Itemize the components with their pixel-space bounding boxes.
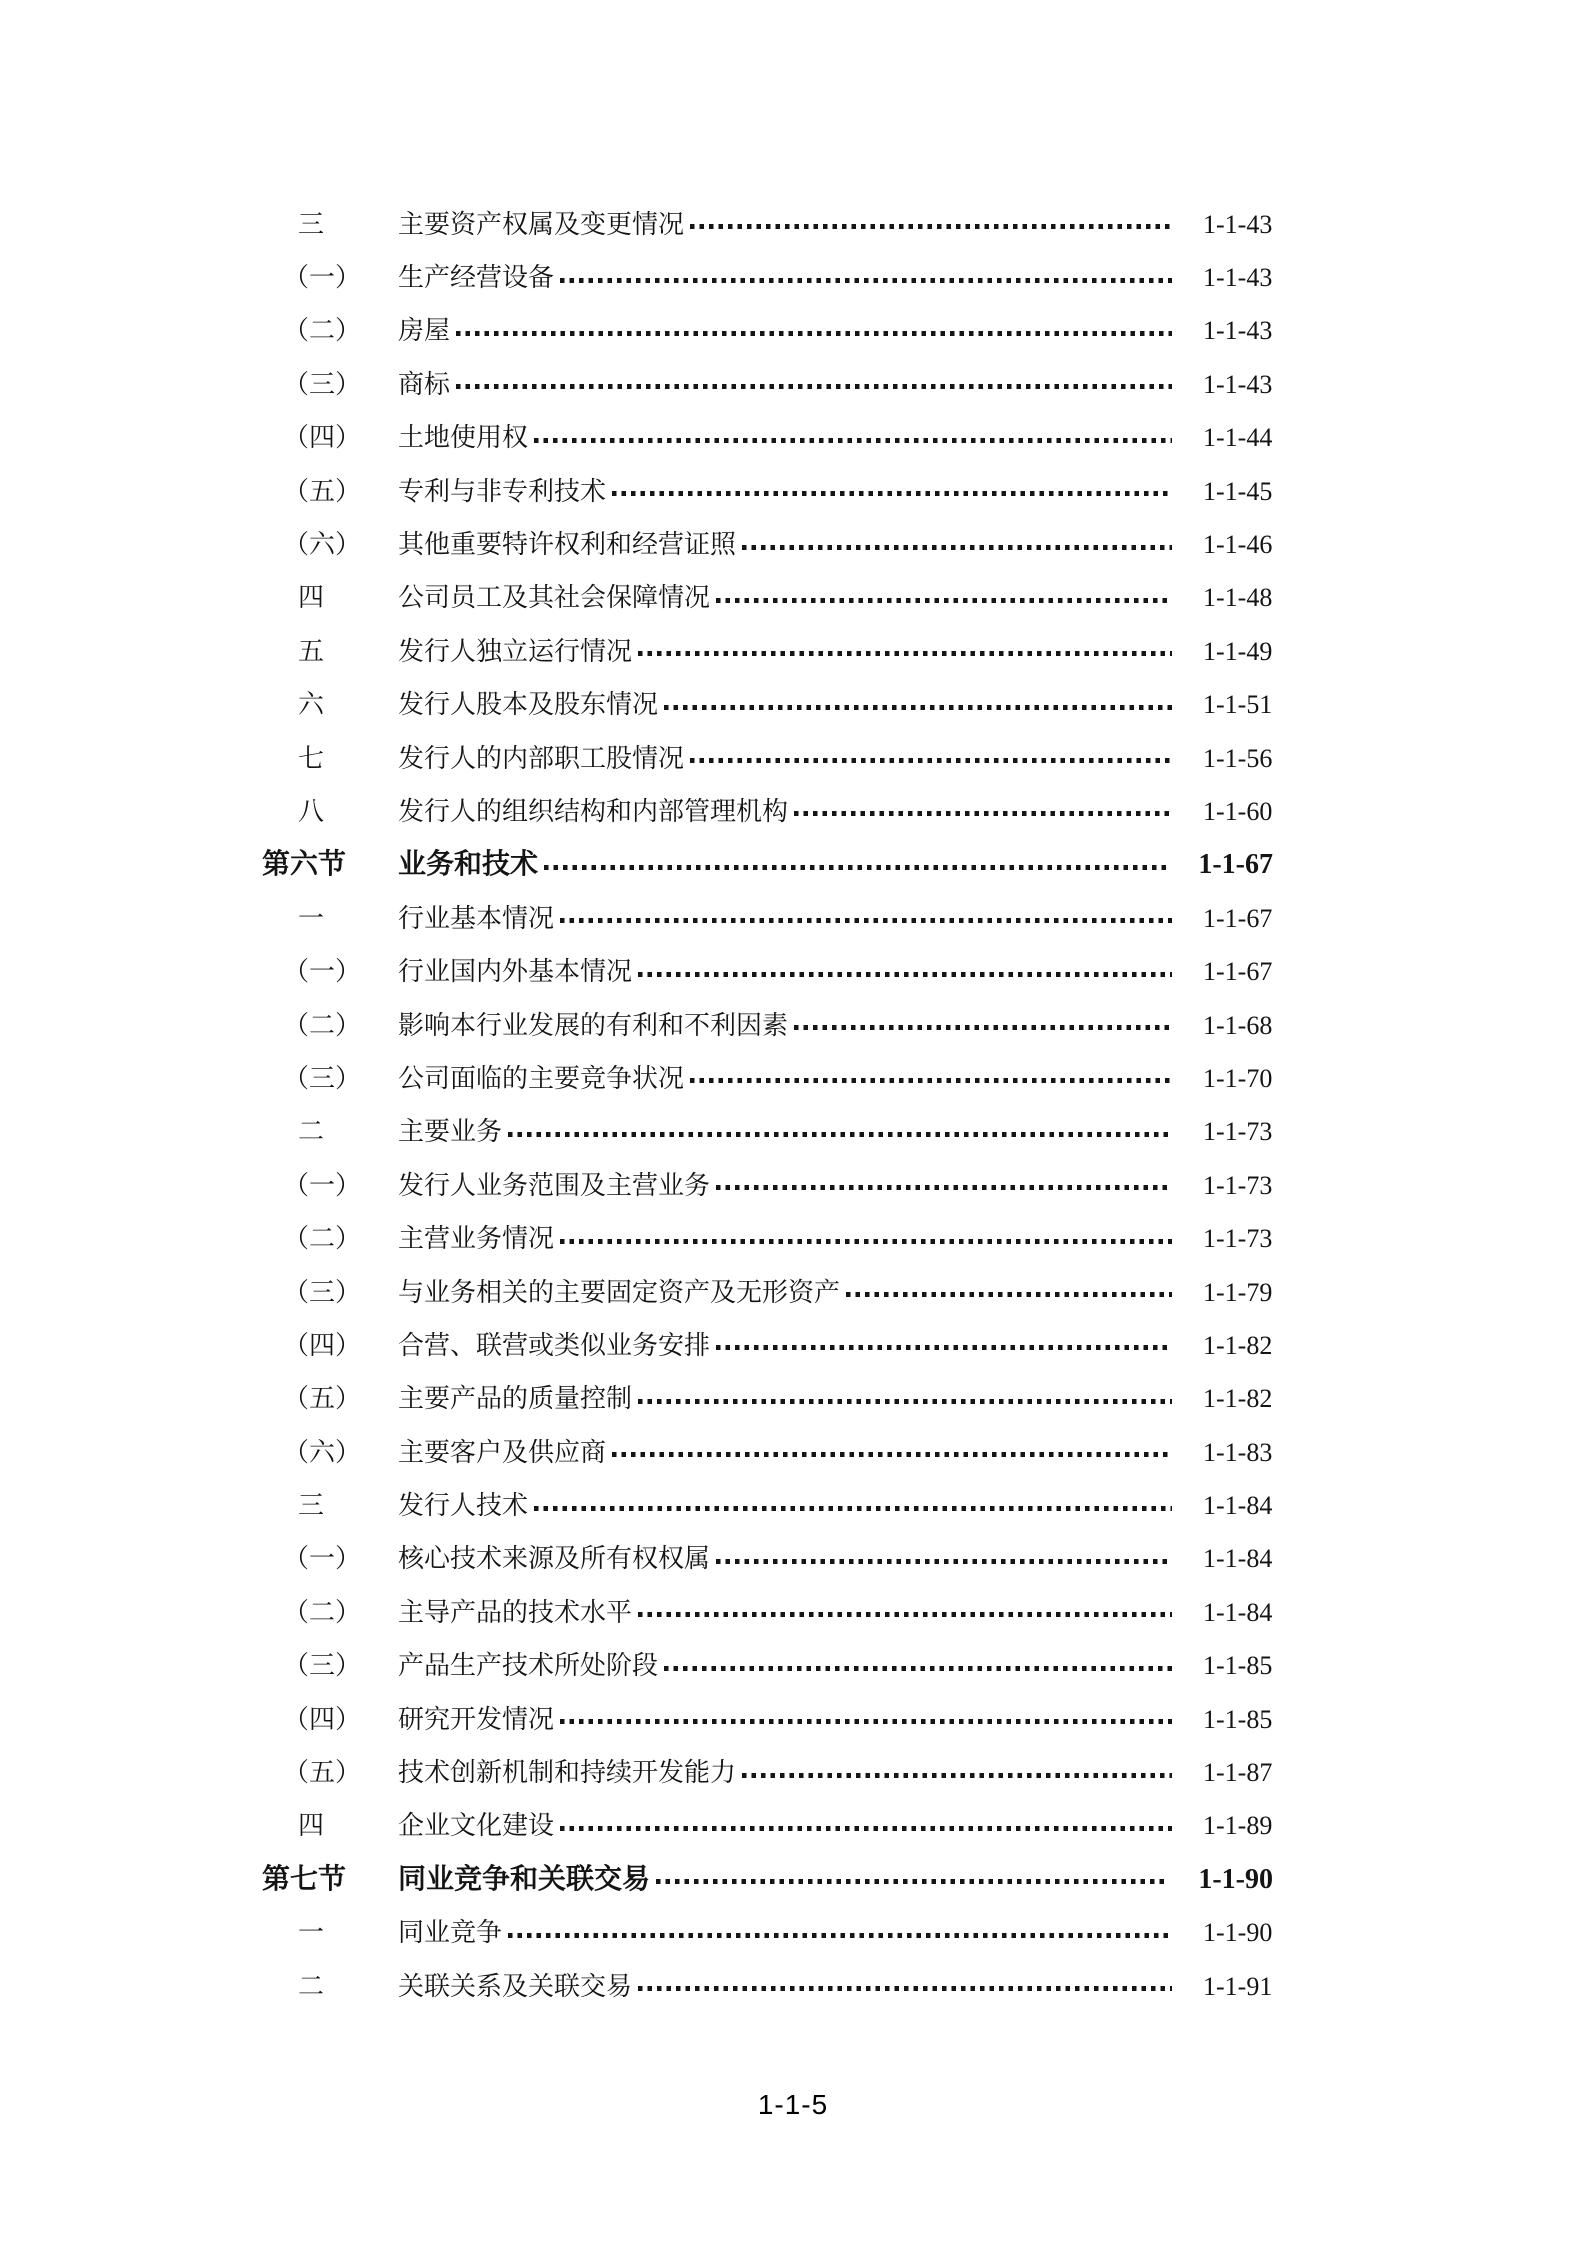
toc-row[interactable] [0,785,1586,838]
dot-leader [456,331,1172,336]
toc-entry-number: 八 [298,796,325,826]
dot-leader [690,224,1172,229]
dot-leader [742,1773,1172,1778]
toc-entry-title: 其他重要特许权利和经营证照 [398,530,737,560]
toc-entry-number: 二 [298,1117,325,1147]
toc-entry-page: 1-1-84 [1203,1597,1273,1627]
toc-row[interactable] [0,1212,1586,1265]
dot-leader [794,1025,1172,1030]
dot-leader [742,545,1172,550]
toc-entry-number: （三） [283,369,362,399]
toc-entry-page: 1-1-43 [1203,316,1273,346]
toc-entry-number: （一） [283,1544,362,1574]
toc-row[interactable] [0,945,1586,998]
toc-entry-title: 主营业务情况 [398,1224,555,1254]
toc-entry-page: 1-1-83 [1203,1437,1273,1467]
toc-entry-page: 1-1-43 [1203,209,1273,239]
toc-entry-number: 第七节 [262,1863,347,1895]
dot-leader [534,1506,1172,1511]
toc-entry-title: 行业基本情况 [398,903,555,933]
toc-entry-number: （一） [283,263,362,293]
dot-leader [508,1933,1172,1938]
toc-entry-number: 四 [298,583,325,613]
toc-entry-page: 1-1-68 [1203,1010,1273,1040]
dot-leader [544,865,1167,870]
toc-row[interactable] [0,1426,1586,1479]
toc-row[interactable] [0,1319,1586,1372]
dot-leader [716,598,1172,603]
toc-entry-page: 1-1-84 [1203,1491,1273,1521]
toc-entry-number: 一 [298,903,325,933]
dot-leader [612,1452,1172,1457]
dot-leader [508,1132,1172,1137]
dot-leader [716,1185,1172,1190]
toc-entry-page: 1-1-70 [1203,1063,1273,1093]
dot-leader [664,1666,1172,1671]
toc-row[interactable] [0,679,1586,732]
toc-entry-page: 1-1-67 [1198,849,1273,881]
toc-entry-number: （五） [283,1758,362,1788]
toc-row[interactable] [0,1746,1586,1799]
toc-entry-title: 公司员工及其社会保障情况 [398,583,711,613]
toc-entry-number: （三） [283,1063,362,1093]
toc-entry-number: 三 [298,209,325,239]
toc-entry-title: 生产经营设备 [398,263,555,293]
toc-entry-page: 1-1-44 [1203,423,1273,453]
toc-entry-title: 核心技术来源及所有权权属 [398,1544,711,1574]
toc-row[interactable] [0,999,1586,1052]
toc-entry-title: 业务和技术 [398,849,539,881]
dot-leader [690,758,1172,763]
toc-entry-title: 合营、联营或类似业务安排 [398,1330,711,1360]
toc-entry-title: 影响本行业发展的有利和不利因素 [398,1010,789,1040]
toc-entry-page: 1-1-89 [1203,1811,1273,1841]
toc-entry-page: 1-1-90 [1198,1863,1273,1895]
toc-entry-title: 发行人的组织结构和内部管理机构 [398,796,789,826]
toc-row[interactable] [0,1479,1586,1532]
toc-row[interactable] [0,1853,1586,1906]
toc-entry-title: 企业文化建设 [398,1811,555,1841]
toc-row[interactable] [0,625,1586,678]
toc-entry-page: 1-1-82 [1203,1384,1273,1414]
dot-leader [638,1986,1172,1991]
toc-entry-number: （一） [283,1170,362,1200]
toc-entry-title: 与业务相关的主要固定资产及无形资产 [398,1277,841,1307]
toc-entry-title: 关联关系及关联交易 [398,1971,633,2001]
toc-row[interactable] [0,892,1586,945]
toc-entry-title: 主要客户及供应商 [398,1437,607,1467]
toc-entry-page: 1-1-56 [1203,743,1273,773]
toc-row[interactable] [0,1052,1586,1105]
toc-entry-number: 第六节 [262,849,347,881]
toc-row[interactable] [0,1586,1586,1639]
toc-entry-page: 1-1-87 [1203,1758,1273,1788]
toc-row[interactable] [0,1907,1586,1960]
dot-leader [534,438,1172,443]
toc-entry-number: （六） [283,530,362,560]
toc-entry-title: 发行人股本及股东情况 [398,690,659,720]
toc-entry-page: 1-1-85 [1203,1704,1273,1734]
toc-row[interactable] [0,412,1586,465]
toc-entry-number: （六） [283,1437,362,1467]
toc-entry-page: 1-1-73 [1203,1117,1273,1147]
toc-entry-number: 六 [298,690,325,720]
toc-entry-title: 行业国内外基本情况 [398,957,633,987]
toc-entry-number: 五 [298,636,325,666]
toc-entry-page: 1-1-90 [1203,1918,1273,1948]
toc-entry-number: （四） [283,1330,362,1360]
toc-entry-page: 1-1-46 [1203,530,1273,560]
toc-entry-page: 1-1-79 [1203,1277,1273,1307]
toc-entry-title: 同业竞争和关联交易 [398,1863,651,1895]
toc-entry-title: 研究开发情况 [398,1704,555,1734]
toc-entry-number: 七 [298,743,325,773]
toc-entry-title: 专利与非专利技术 [398,476,607,506]
toc-entry-title: 公司面临的主要竞争状况 [398,1063,685,1093]
toc-row[interactable] [0,1800,1586,1853]
dot-leader [638,1399,1172,1404]
dot-leader [560,278,1172,283]
toc-entry-number: （一） [283,957,362,987]
toc-entry-title: 主要业务 [398,1117,503,1147]
dot-leader [638,651,1172,656]
dot-leader [656,1879,1167,1884]
dot-leader [794,811,1172,816]
toc-entry-page: 1-1-60 [1203,796,1273,826]
toc-row[interactable] [0,198,1586,251]
toc-row[interactable] [0,732,1586,785]
toc-entry-page: 1-1-84 [1203,1544,1273,1574]
toc-row[interactable] [0,1159,1586,1212]
toc-row[interactable] [0,251,1586,304]
toc-entry-number: （五） [283,1384,362,1414]
toc-entry-number: （五） [283,476,362,506]
toc-entry-page: 1-1-91 [1203,1971,1273,2001]
toc-entry-title: 土地使用权 [398,423,529,453]
toc-entry-title: 主要资产权属及变更情况 [398,209,685,239]
dot-leader [560,1826,1172,1831]
dot-leader [846,1292,1172,1297]
toc-entry-page: 1-1-85 [1203,1651,1273,1681]
toc-entry-page: 1-1-43 [1203,263,1273,293]
toc-entry-page: 1-1-49 [1203,636,1273,666]
toc-row[interactable] [0,358,1586,411]
toc-entry-title: 同业竞争 [398,1918,503,1948]
dot-leader [716,1345,1172,1350]
toc-entry-title: 商标 [398,369,451,399]
toc-entry-number: （三） [283,1651,362,1681]
dot-leader [456,384,1172,389]
toc-row[interactable] [0,1960,1586,2013]
toc-entry-number: （四） [283,423,362,453]
toc-entry-title: 产品生产技术所处阶段 [398,1651,659,1681]
toc-row[interactable] [0,518,1586,571]
toc-entry-page: 1-1-45 [1203,476,1273,506]
toc-entry-page: 1-1-51 [1203,690,1273,720]
toc-entry-title: 发行人业务范围及主营业务 [398,1170,711,1200]
toc-entry-title: 发行人的内部职工股情况 [398,743,685,773]
toc-entry-number: 三 [298,1491,325,1521]
toc-entry-number: （二） [283,316,362,346]
toc-entry-page: 1-1-73 [1203,1224,1273,1254]
dot-leader [560,1719,1172,1724]
toc-row[interactable] [0,1640,1586,1693]
toc-entry-page: 1-1-67 [1203,903,1273,933]
dot-leader [612,491,1172,496]
dot-leader [638,972,1172,977]
toc-row[interactable] [0,1373,1586,1426]
toc-entry-title: 房屋 [398,316,451,346]
toc-entry-page: 1-1-73 [1203,1170,1273,1200]
toc-row[interactable] [0,1106,1586,1159]
toc-entry-number: 四 [298,1811,325,1841]
toc-entry-number: （四） [283,1704,362,1734]
dot-leader [690,1078,1172,1083]
toc-entry-title: 发行人技术 [398,1491,529,1521]
dot-leader [638,1612,1172,1617]
toc-entry-number: （三） [283,1277,362,1307]
dot-leader [560,918,1172,923]
toc-entry-number: 一 [298,1918,325,1948]
toc-entry-page: 1-1-67 [1203,957,1273,987]
toc-entry-title: 发行人独立运行情况 [398,636,633,666]
page-number-footer: 1-1-5 [757,2089,829,2120]
toc-entry-title: 主要产品的质量控制 [398,1384,633,1414]
toc-row[interactable] [0,1266,1586,1319]
toc-row[interactable] [0,1693,1586,1746]
dot-leader [664,705,1172,710]
toc-entry-number: （二） [283,1010,362,1040]
toc-entry-number: 二 [298,1971,325,2001]
toc-entry-title: 主导产品的技术水平 [398,1597,633,1627]
toc-entry-number: （二） [283,1597,362,1627]
toc-row[interactable] [0,465,1586,518]
toc-row[interactable] [0,839,1586,892]
dot-leader [560,1239,1172,1244]
toc-entry-page: 1-1-43 [1203,369,1273,399]
toc-row[interactable] [0,1533,1586,1586]
toc-entry-title: 技术创新机制和持续开发能力 [398,1758,737,1788]
toc-entry-number: （二） [283,1224,362,1254]
toc-entry-page: 1-1-48 [1203,583,1273,613]
toc-row[interactable] [0,305,1586,358]
dot-leader [716,1559,1172,1564]
toc-entry-page: 1-1-82 [1203,1330,1273,1360]
toc-row[interactable] [0,572,1586,625]
